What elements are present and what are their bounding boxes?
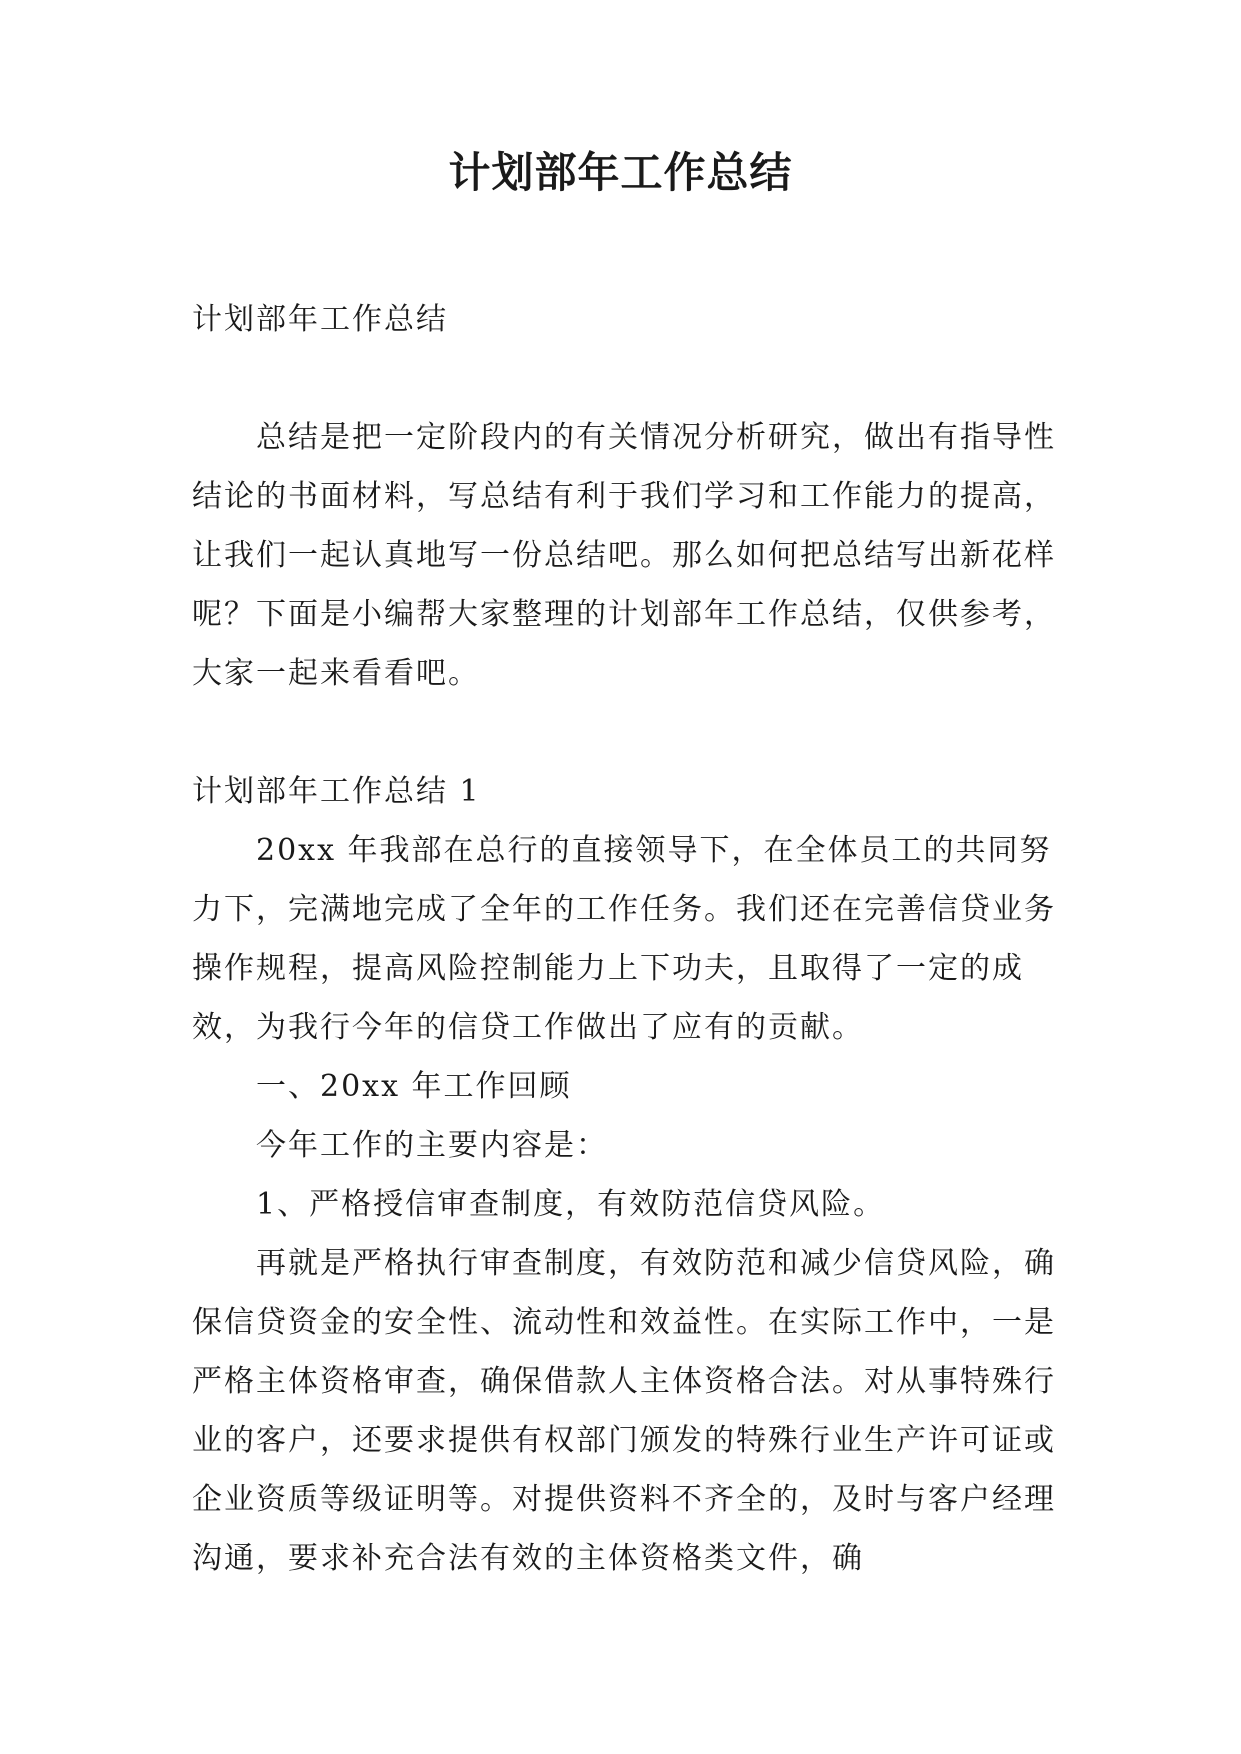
body-paragraph: 20xx 年我部在总行的直接领导下，在全体员工的共同努力下，完满地完成了全年的工作任务。我们还在完善信贷业务操作规程，提高风险控制能力上下功夫，且取得了一定的成效，为我行今年的信贷工作做出了应有的贡献。 [192, 833, 1056, 1045]
document-subtitle: 计划部年工作总结 [192, 302, 448, 337]
document-body [192, 290, 1072, 1588]
body-paragraph: 再就是严格执行审查制度，有效防范和减少信贷风险，确保信贷资金的安全性、流动性和效益性。在实际工作中，一是严格主体资格审查，确保借款人主体资格合法。对从事特殊行业的客户，还要求提供有权部门颁发的特殊行业生产许可证或企业资质等级证明等。对提供资料不齐全的，及时与客户经理沟通，要求补充合法有效的主体资格类文件，确 [192, 1246, 1056, 1576]
document-title: 计划部年工作总结 [448, 148, 793, 197]
spacer [192, 349, 1072, 408]
intro-paragraph: 总结是把一定阶段内的有关情况分析研究，做出有指导性结论的书面材料，写总结有利于我们学习和工作能力的提高，让我们一起认真地写一份总结吧。那么如何把总结写出新花样呢？下面是小编帮大家整理的计划部年工作总结，仅供参考，大家一起来看看吧。 [192, 420, 1056, 691]
spacer [192, 703, 1072, 762]
section-heading: 一、20xx 年工作回顾 [256, 1069, 572, 1104]
list-item: 1、严格授信审查制度，有效防范信贷风险。 [256, 1187, 886, 1222]
body-paragraph: 今年工作的主要内容是： [256, 1128, 608, 1163]
section-title: 计划部年工作总结 1 [192, 774, 481, 809]
